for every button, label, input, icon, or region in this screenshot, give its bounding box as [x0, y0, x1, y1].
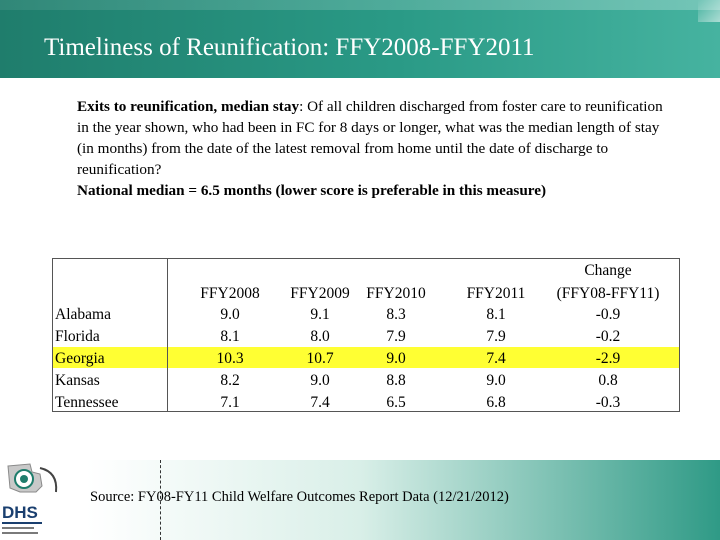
row-value: 7.4	[486, 350, 506, 367]
row-change: -0.2	[595, 328, 621, 345]
row-change: -0.3	[595, 394, 621, 411]
row-change: -0.9	[595, 306, 621, 323]
row-value: 9.0	[386, 350, 406, 367]
header-highlight	[0, 0, 720, 10]
header-ffy2010: FFY2010	[366, 285, 426, 302]
row-value: 8.1	[486, 306, 506, 323]
header-change: Change	[584, 262, 632, 279]
header-ffy2009: FFY2009	[290, 285, 350, 302]
description-text: : Of all children discharged from foster care to reunification in the year shown, who had been in FC for 8 days or longer, what was the median length of stay (in months) from the date of the latest removal from home until the date of discharge to reunification?	[77, 98, 663, 178]
row-value: 9.0	[486, 372, 506, 389]
row-value: 8.1	[220, 328, 240, 345]
row-state: Georgia	[55, 350, 105, 367]
dhs-logo	[0, 452, 64, 540]
row-change: -2.9	[595, 350, 621, 367]
row-value: 8.8	[386, 372, 406, 389]
row-value: 7.9	[486, 328, 506, 345]
row-value: 7.4	[310, 394, 330, 411]
header-ffy2011: FFY2011	[466, 285, 526, 302]
row-value: 7.9	[386, 328, 406, 345]
row-value: 7.1	[220, 394, 240, 411]
description-term: Exits to reunification, median stay	[77, 98, 300, 115]
row-value: 6.5	[386, 394, 406, 411]
row-state: Kansas	[55, 372, 100, 389]
header-change-range: (FFY08-FFY11)	[556, 285, 660, 302]
header-ffy2008: FFY2008	[200, 285, 260, 302]
row-value: 8.2	[220, 372, 240, 389]
slide-title: Timeliness of Reunification: FFY2008-FFY2011	[44, 34, 535, 61]
row-value: 6.8	[486, 394, 506, 411]
source-note: Source: FY08-FY11 Child Welfare Outcomes Report Data (12/21/2012)	[90, 489, 509, 505]
row-value: 8.0	[310, 328, 330, 345]
row-value: 10.7	[306, 350, 334, 367]
swoosh-icon	[40, 468, 56, 492]
description	[77, 96, 677, 201]
logo-text: DHS	[2, 503, 38, 522]
row-value: 9.0	[220, 306, 240, 323]
national-median: National median = 6.5 months (lower score is preferable in this measure)	[77, 182, 547, 199]
data-table	[52, 258, 680, 412]
row-change: 0.8	[598, 372, 618, 389]
row-state: Alabama	[55, 306, 111, 323]
row-value: 10.3	[216, 350, 244, 367]
row-value: 9.0	[310, 372, 330, 389]
row-value: 8.3	[386, 306, 406, 323]
row-state: Tennessee	[55, 394, 119, 411]
row-state: Florida	[55, 328, 100, 345]
header-corner	[698, 0, 720, 22]
table-column-divider	[167, 259, 168, 411]
row-value: 9.1	[310, 306, 330, 323]
